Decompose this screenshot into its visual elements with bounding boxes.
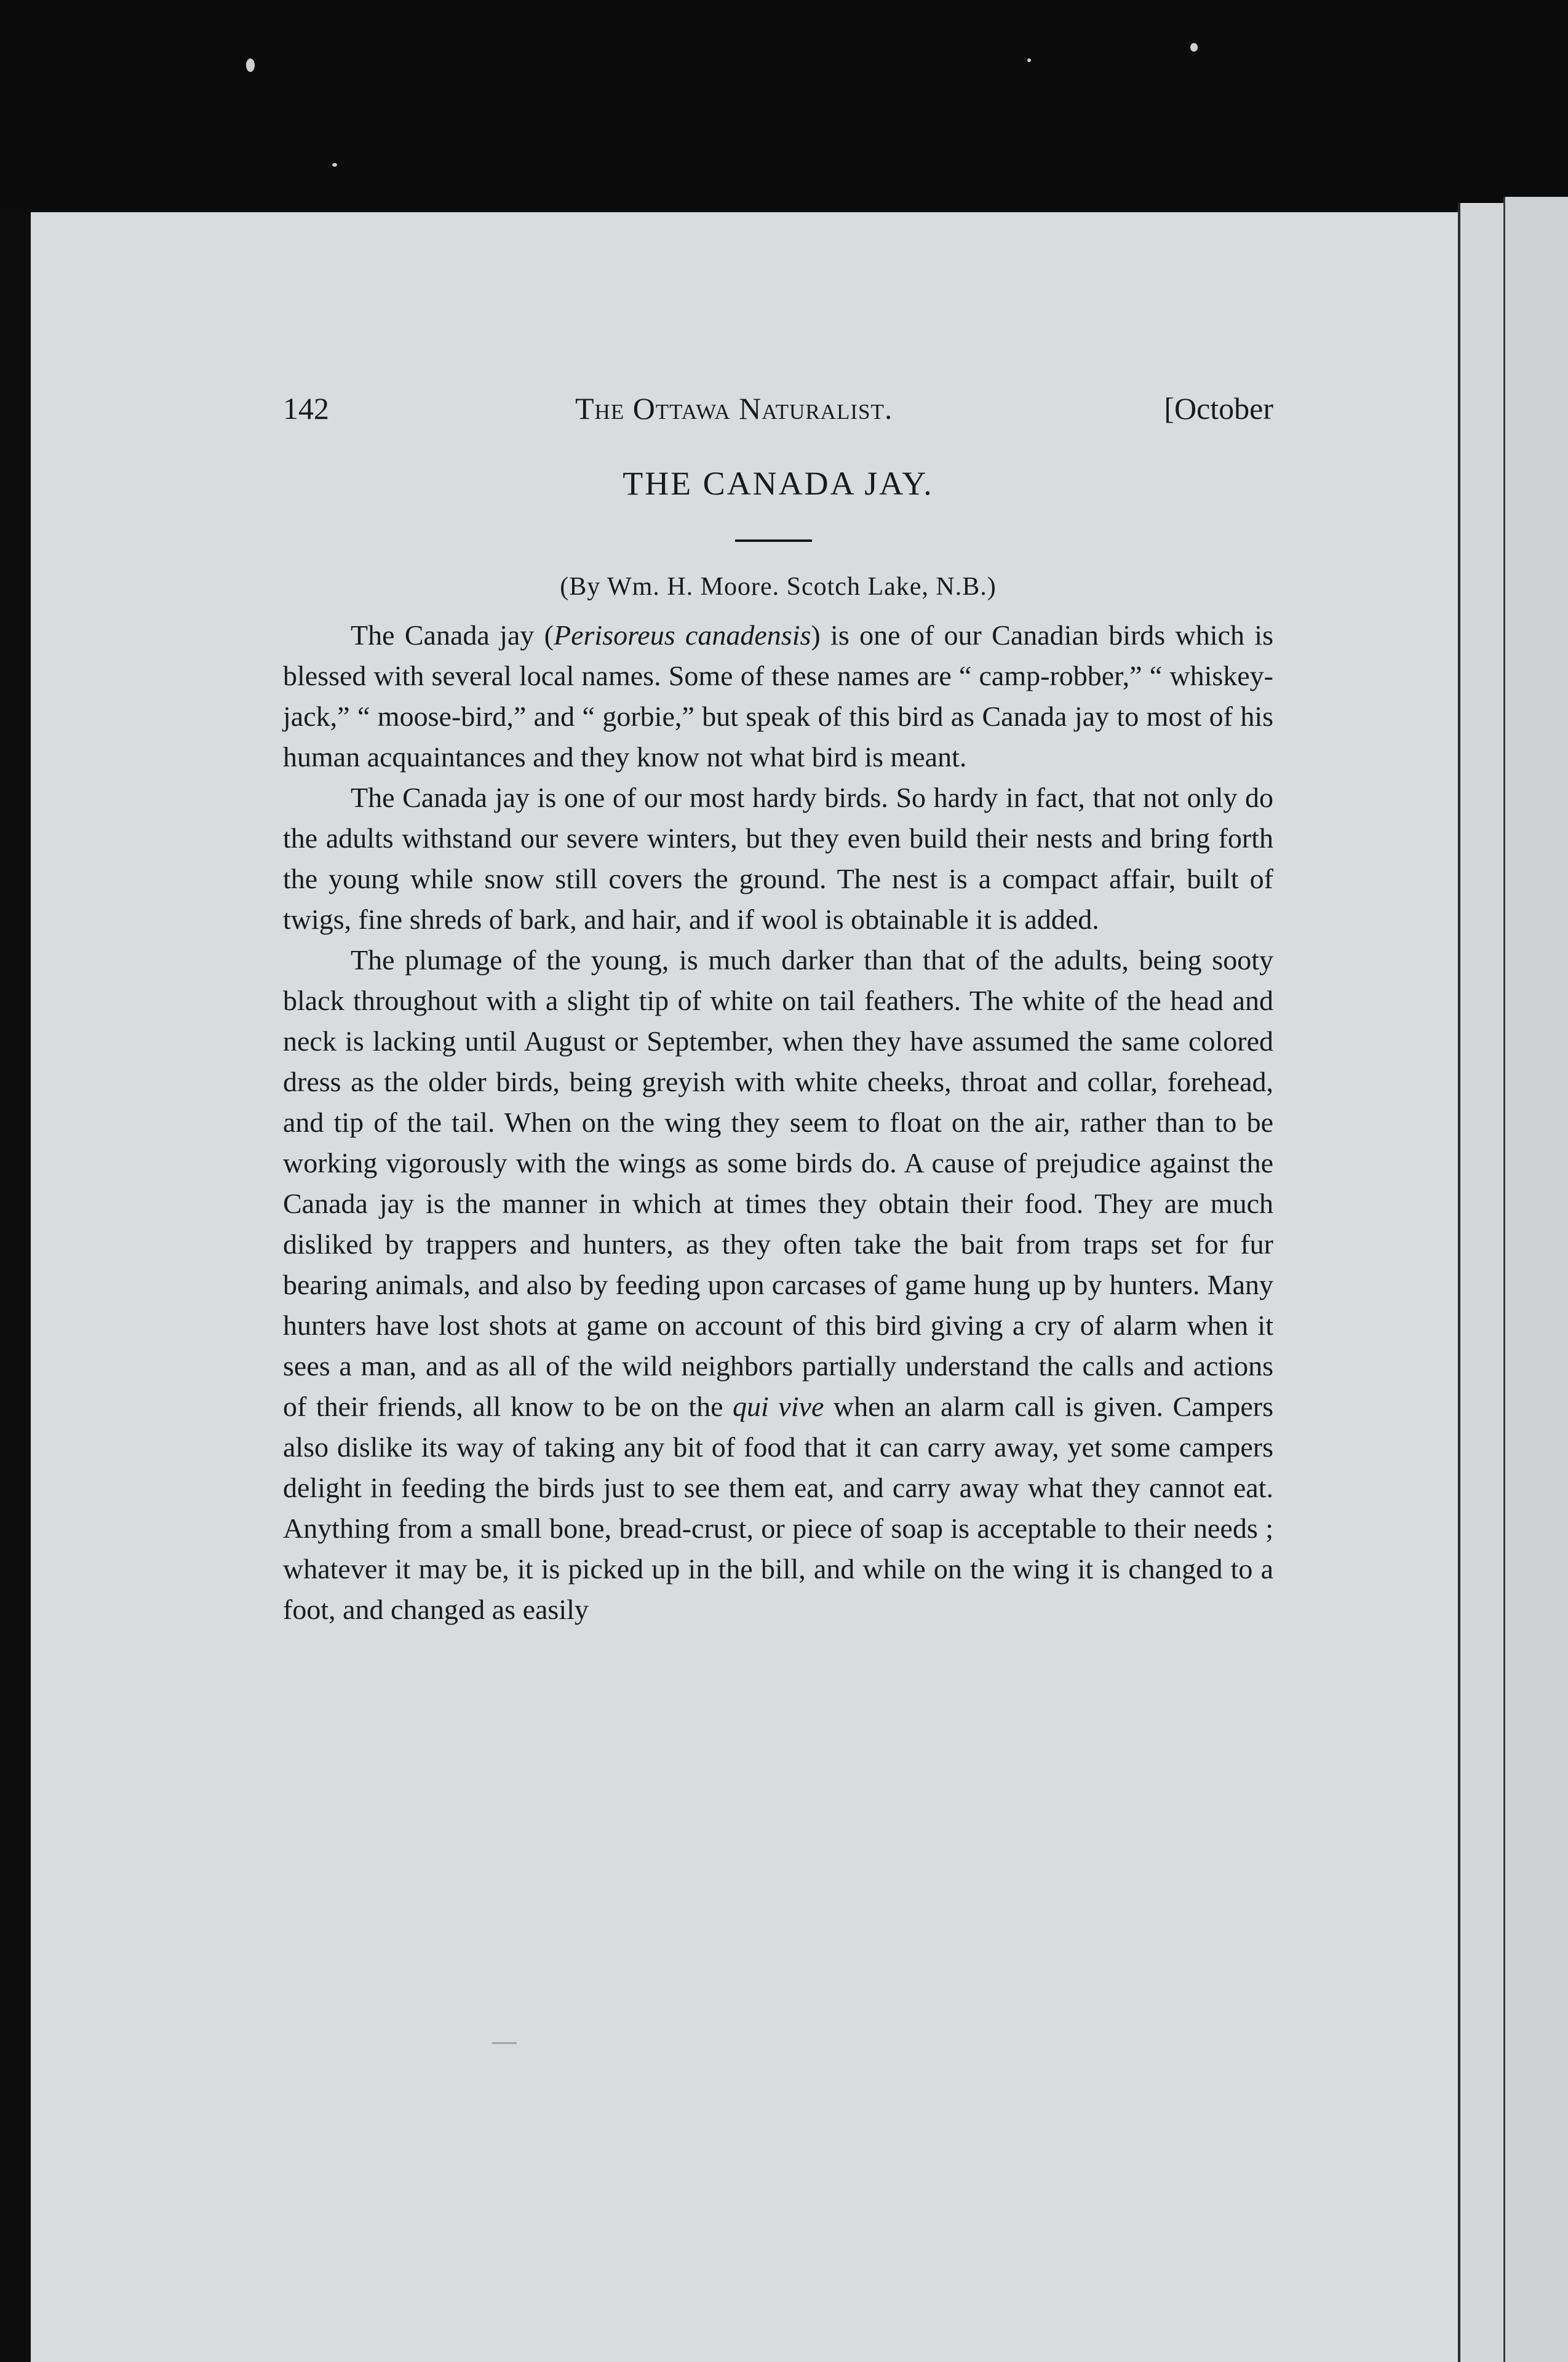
paragraph: [283, 615, 1273, 777]
scan-background: [0, 0, 1568, 209]
paragraph-text: ) is one of our Canadian birds which is blessed with several local names. Some of these names are “ camp-robber,” “ whiskey-jack,” “ moose-bird,” and “ gorbie,” but speak of this bird as Canada jay to most of his human acquaintances and they know not what bird is meant.: [283, 619, 1273, 773]
dust-speck: [246, 58, 255, 72]
italic-phrase: qui vive: [733, 1391, 824, 1422]
article-body: [283, 615, 1273, 1630]
paragraph-text: when an alarm call is given. Campers also dislike its way of taking any bit of food that it can carry away, yet some campers delight in feeding the birds just to see them eat, and carry away what they cannot eat. Anything from a small bone, bread-crust, or piece of soap is acceptable to their needs ; whatever it may be, it is picked up in the bill, and while on the wing it is changed to a foot, and changed as easily: [283, 1391, 1274, 1625]
paragraph-text: The Canada jay is one of our most hardy birds. So hardy in fact, that not only do the adults withstand our severe winters, but they even build their nests and bring forth the young while snow still covers the ground. The nest is a compact affair, built of twigs, fine shreds of bark, and hair, and if wool is obtainable it is added.: [283, 782, 1273, 935]
paragraph-text: The plumage of the young, is much darker than that of the adults, being sooty black throughout with a slight tip of white on tail feathers. The white of the head and neck is lacking until August or September, when they have assumed the same colored dress as the older birds, being greyish with white cheeks, throat and collar, forehead, and tip of the tail. When on the wing they seem to float on the air, rather than to be working vigorously with the wings as some birds do. A cause of prejudice against the Canada jay is the manner in which at times they obtain their food. They are much disliked by trappers and hunters, as they often take the bait from traps set for fur bearing animals, and also by feeding upon carcases of game hung up by hunters. Many hunters have lost shots at game on account of this bird giving a cry of alarm when it sees a man, and as all of the wild neighbors partially understand the calls and actions of their friends, all know to be on the: [283, 944, 1273, 1422]
paragraph: [283, 777, 1273, 940]
species-name: Perisoreus canadensis: [554, 619, 811, 651]
paragraph: [283, 940, 1273, 1630]
article-title: THE CANADA JAY.: [623, 465, 934, 502]
issue-month: [October: [1164, 391, 1273, 426]
dust-speck: [332, 163, 337, 167]
dust-speck: [1190, 43, 1198, 52]
running-header: [283, 384, 1273, 440]
journal-title: The Ottawa Naturalist.: [575, 391, 893, 426]
title-rule: [735, 539, 812, 542]
page-edge: [1458, 203, 1503, 2362]
page-number: 142: [283, 391, 329, 426]
paragraph-text: The Canada jay (: [351, 619, 554, 651]
dust-speck: [1027, 58, 1031, 62]
adjacent-page-edge: [1503, 197, 1568, 2362]
byline: (By Wm. H. Moore. Scotch Lake, N.B.): [560, 573, 997, 601]
page-mark: [492, 2042, 517, 2044]
